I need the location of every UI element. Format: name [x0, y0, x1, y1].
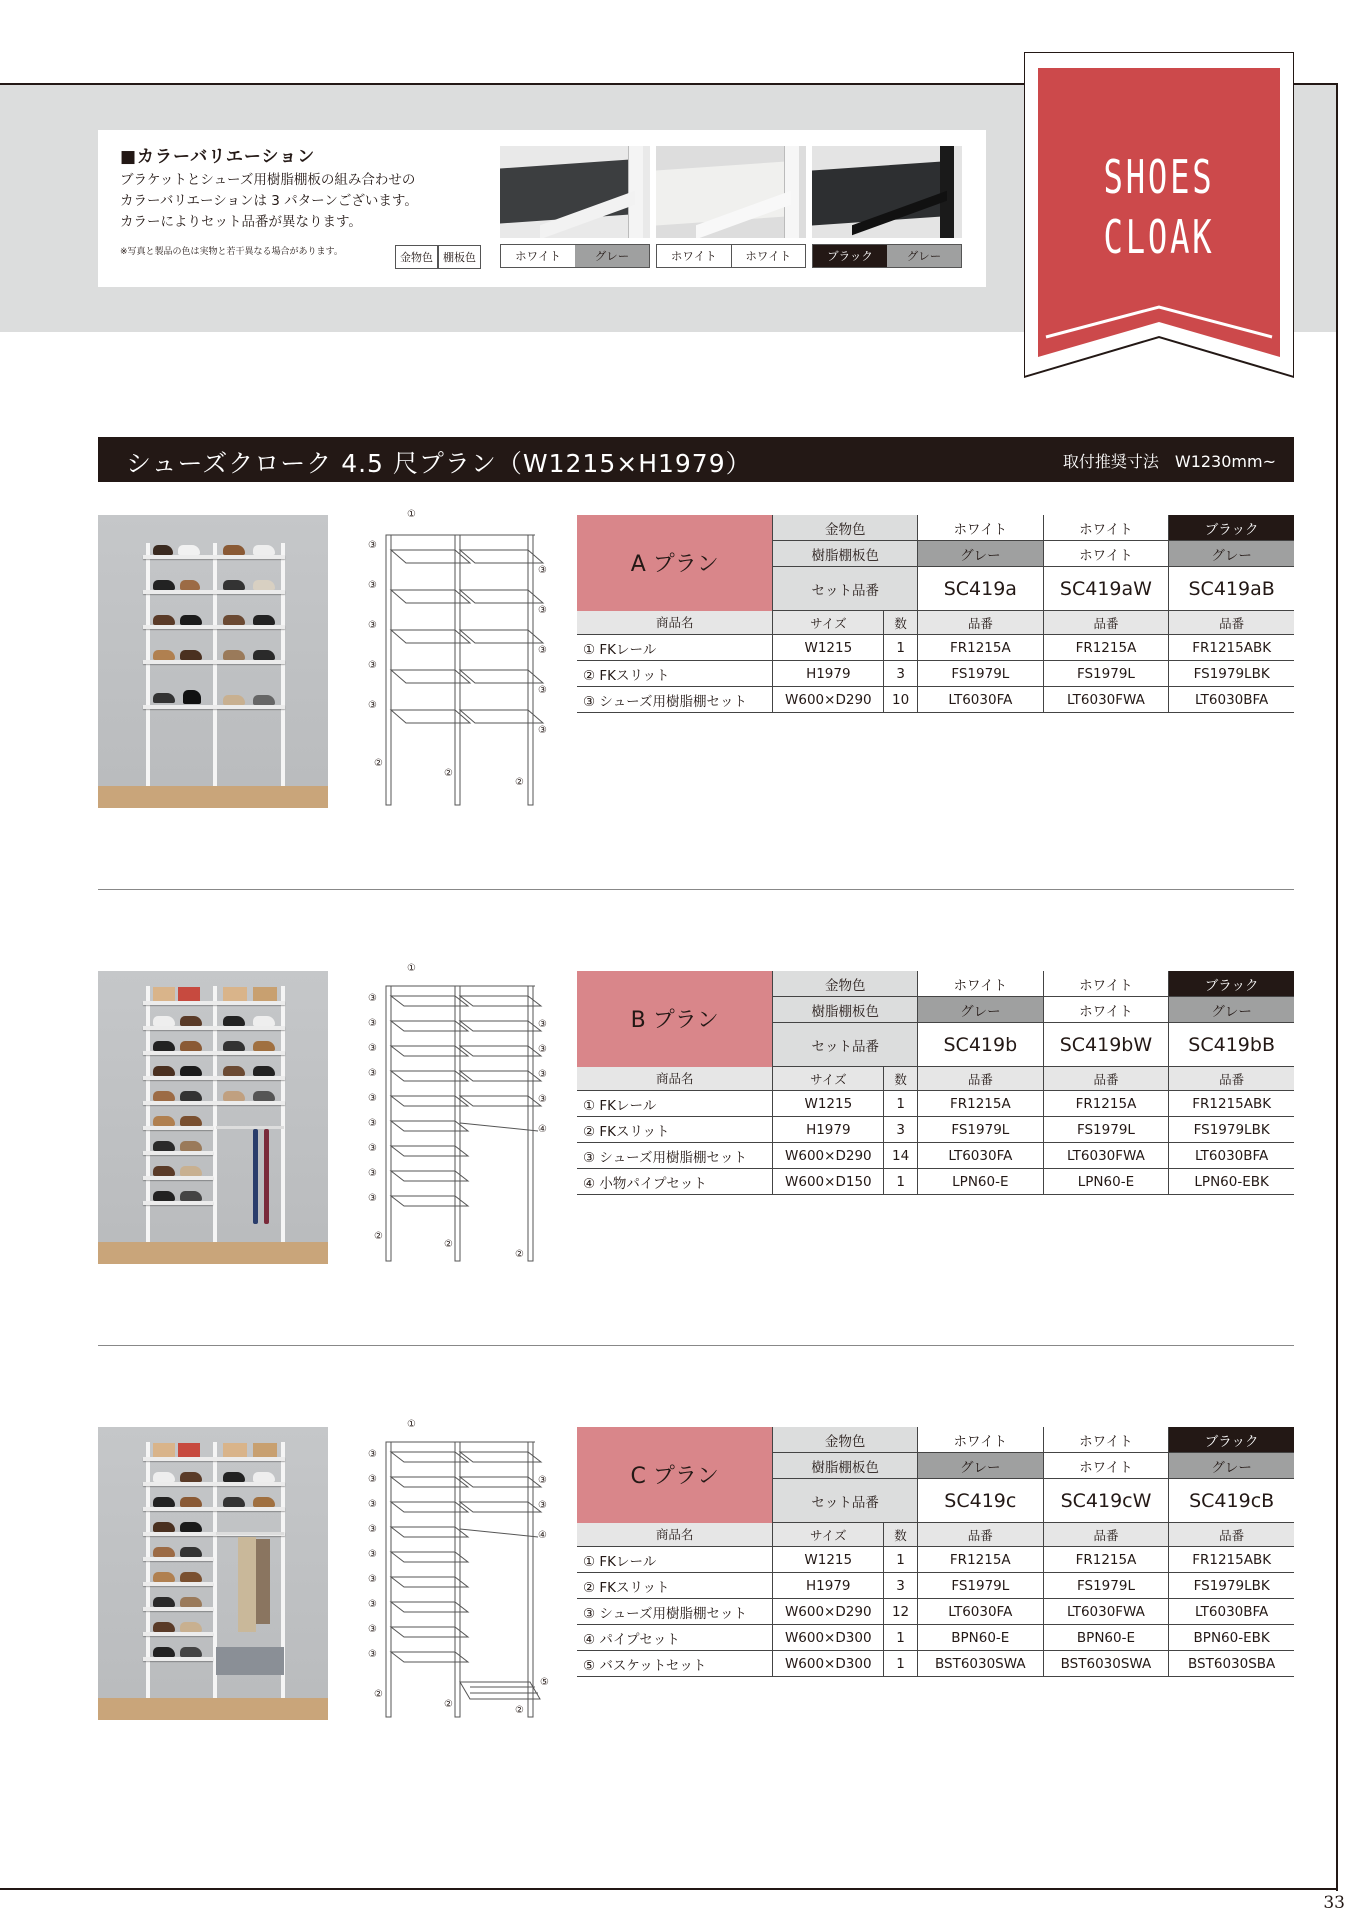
- cell: LT6030FA: [917, 1599, 1043, 1625]
- color-legend: [395, 245, 481, 269]
- diagram-mark: ②: [374, 1231, 383, 1242]
- diagram-mark: ③: [368, 1549, 377, 1560]
- shelf-color: グレー: [918, 997, 1044, 1023]
- cell: 1: [884, 635, 918, 661]
- cell: LT6030BFA: [1169, 687, 1294, 713]
- swatch-white-gray: [500, 146, 650, 268]
- cell: 1: [884, 1625, 918, 1651]
- col-part-no: 品番: [917, 1523, 1043, 1547]
- set-code: SC419bW: [1043, 1023, 1169, 1067]
- section-divider: [98, 889, 1294, 890]
- diagram-mark: ③: [368, 660, 377, 671]
- plan-c-name: C プラン: [577, 1427, 773, 1523]
- diagram-mark: ①: [407, 963, 416, 974]
- diagram-mark: ③: [538, 605, 547, 616]
- cell: W1215: [773, 635, 884, 661]
- color-variation-title: ■カラーバリエーション: [120, 147, 316, 167]
- diagram-mark: ②: [374, 1689, 383, 1700]
- col-size: サイズ: [773, 611, 884, 635]
- section-header: [98, 437, 1294, 482]
- plan-c-diagram: [360, 1419, 560, 1727]
- diagram-mark: ①: [407, 509, 416, 520]
- table-row: [577, 1143, 1294, 1169]
- cell: W600×D300: [773, 1651, 884, 1677]
- frame-line-right: [1336, 83, 1338, 1891]
- table-row: [577, 687, 1294, 713]
- swatch-shelf: グレー: [575, 245, 649, 267]
- color-note: ※写真と製品の色は実物と若干異なる場合があります。: [120, 247, 343, 257]
- col-part-no: 品番: [918, 611, 1044, 635]
- label-set-number: セット品番: [773, 567, 918, 611]
- swatch-black-gray: [812, 146, 962, 268]
- set-code: SC419cW: [1043, 1479, 1169, 1523]
- cell: FR1215A: [1043, 635, 1169, 661]
- label-shelf-color: 樹脂棚板色: [773, 541, 918, 567]
- cell: ④ パイプセット: [577, 1625, 773, 1651]
- cell: FR1215ABK: [1169, 1091, 1294, 1117]
- col-part-no: 品番: [1169, 1523, 1294, 1547]
- desc-line: ブラケットとシューズ用樹脂棚板の組み合わせの: [120, 172, 416, 188]
- col-qty: 数: [884, 611, 918, 635]
- cell: ② FKスリット: [577, 1573, 773, 1599]
- col-qty: 数: [884, 1067, 918, 1091]
- cell: ③ シューズ用樹脂棚セット: [577, 1143, 773, 1169]
- metal-color: ホワイト: [1043, 971, 1169, 997]
- cell: ④ 小物パイプセット: [577, 1169, 773, 1195]
- col-product-name: 商品名: [577, 1067, 773, 1091]
- diagram-mark: ③: [538, 1500, 547, 1511]
- cell: FR1215A: [917, 1547, 1043, 1573]
- cell: 1: [884, 1547, 918, 1573]
- cell: 1: [884, 1651, 918, 1677]
- set-code: SC419bB: [1169, 1023, 1294, 1067]
- cell: LT6030BFA: [1169, 1143, 1294, 1169]
- cell: 10: [884, 687, 918, 713]
- diagram-mark: ③: [368, 1018, 377, 1029]
- diagram-mark: ⑤: [540, 1677, 549, 1688]
- diagram-mark: ③: [368, 1118, 377, 1129]
- shelf-color: グレー: [1169, 997, 1294, 1023]
- diagram-mark: ③: [368, 1524, 377, 1535]
- table-row: [577, 1169, 1294, 1195]
- col-qty: 数: [884, 1523, 918, 1547]
- cell: FS1979L: [918, 661, 1044, 687]
- swatch-image: [656, 146, 806, 238]
- swatch-metal: ホワイト: [501, 245, 575, 267]
- shelf-color: ホワイト: [1043, 997, 1169, 1023]
- cell: 12: [884, 1599, 918, 1625]
- plan-c-photo: [98, 1427, 328, 1720]
- metal-color: ホワイト: [917, 1427, 1043, 1453]
- diagram-mark: ③: [538, 1094, 547, 1105]
- swatch-shelf: グレー: [887, 245, 961, 267]
- cell: W600×D300: [773, 1625, 884, 1651]
- swatch-white-white: [656, 146, 806, 268]
- label-metal-color: 金物色: [773, 1427, 918, 1453]
- cell: FR1215A: [918, 635, 1044, 661]
- diagram-mark: ③: [368, 700, 377, 711]
- swatch-image: [500, 146, 650, 238]
- cell: LT6030FA: [918, 687, 1044, 713]
- cell: FS1979L: [1043, 1117, 1169, 1143]
- plan-c-table: [577, 1427, 1294, 1677]
- col-product-name: 商品名: [577, 611, 773, 635]
- metal-color: ブラック: [1169, 1427, 1294, 1453]
- diagram-mark: ③: [368, 1193, 377, 1204]
- cell: ③ シューズ用樹脂棚セット: [577, 1599, 773, 1625]
- label-shelf-color: 樹脂棚板色: [773, 1453, 918, 1479]
- diagram-mark: ③: [368, 620, 377, 631]
- diagram-mark: ④: [538, 1530, 547, 1541]
- table-row: [577, 635, 1294, 661]
- table-row: [577, 1651, 1294, 1677]
- diagram-mark: ②: [515, 1705, 524, 1716]
- ribbon-line2: CLOAK: [1103, 210, 1215, 264]
- cell: BST6030SBA: [1169, 1651, 1294, 1677]
- diagram-mark: ③: [368, 1499, 377, 1510]
- set-code: SC419aW: [1043, 567, 1169, 611]
- swatch-tags: [812, 244, 962, 268]
- desc-line: カラーバリエーションは 3 パターンございます。: [120, 193, 418, 209]
- color-variation-panel: [98, 130, 986, 287]
- cell: FS1979L: [1043, 1573, 1169, 1599]
- plan-b-name: B プラン: [577, 971, 773, 1067]
- swatch-shelf: ホワイト: [731, 245, 806, 267]
- swatch-image: [812, 146, 962, 238]
- shelf-color: ホワイト: [1043, 1453, 1169, 1479]
- cell: FR1215A: [1043, 1091, 1169, 1117]
- cell: ① FKレール: [577, 1091, 773, 1117]
- label-shelf-color: 樹脂棚板色: [773, 997, 918, 1023]
- cell: FR1215A: [1043, 1547, 1169, 1573]
- col-part-no: 品番: [918, 1067, 1044, 1091]
- table-row: [577, 661, 1294, 687]
- cell: FS1979LBK: [1169, 1117, 1294, 1143]
- cell: 3: [884, 1117, 918, 1143]
- cell: W600×D290: [773, 687, 884, 713]
- shelf-color: グレー: [1169, 1453, 1294, 1479]
- cell: ① FKレール: [577, 635, 773, 661]
- ribbon-line1: SHOES: [1103, 150, 1215, 204]
- label-metal-color: 金物色: [773, 971, 918, 997]
- color-variation-description: [120, 170, 480, 233]
- diagram-mark: ②: [515, 1249, 524, 1260]
- cell: W600×D290: [773, 1599, 884, 1625]
- diagram-mark: ③: [538, 1019, 547, 1030]
- cell: FR1215A: [918, 1091, 1044, 1117]
- diagram-mark: ④: [538, 1124, 547, 1135]
- diagram-mark: ③: [368, 1649, 377, 1660]
- cell: 3: [884, 1573, 918, 1599]
- table-row: [577, 1599, 1294, 1625]
- col-size: サイズ: [773, 1523, 884, 1547]
- diagram-mark: ③: [368, 1574, 377, 1585]
- table-row: [577, 1625, 1294, 1651]
- shelf-color: グレー: [918, 541, 1044, 567]
- set-code: SC419b: [918, 1023, 1044, 1067]
- diagram-mark: ③: [538, 725, 547, 736]
- diagram-mark: ③: [538, 1044, 547, 1055]
- diagram-mark: ②: [444, 1239, 453, 1250]
- plan-a-name: A プラン: [577, 515, 773, 611]
- cell: LT6030FWA: [1043, 687, 1169, 713]
- col-product-name: 商品名: [577, 1523, 773, 1547]
- cell: 1: [884, 1091, 918, 1117]
- diagram-mark: ③: [368, 993, 377, 1004]
- desc-line: カラーによりセット品番が異なります。: [120, 214, 362, 230]
- cell: W1215: [773, 1547, 884, 1573]
- table-row: [577, 1091, 1294, 1117]
- cell: H1979: [773, 1573, 884, 1599]
- cell: 14: [884, 1143, 918, 1169]
- diagram-mark: ③: [538, 1069, 547, 1080]
- swatch-metal: ブラック: [813, 245, 887, 267]
- cell: FS1979LBK: [1169, 661, 1294, 687]
- col-part-no: 品番: [1043, 1523, 1169, 1547]
- diagram-mark: ③: [368, 1143, 377, 1154]
- diagram-mark: ③: [538, 685, 547, 696]
- diagram-mark: ③: [368, 1043, 377, 1054]
- cell: LT6030FWA: [1043, 1599, 1169, 1625]
- label-set-number: セット品番: [773, 1479, 918, 1523]
- col-part-no: 品番: [1043, 611, 1169, 635]
- cell: FS1979L: [1043, 661, 1169, 687]
- swatch-tags: [656, 244, 806, 268]
- cell: W1215: [773, 1091, 884, 1117]
- diagram-mark: ②: [515, 777, 524, 788]
- cell: H1979: [773, 661, 884, 687]
- label-set-number: セット品番: [773, 1023, 918, 1067]
- plan-b-photo: [98, 971, 328, 1264]
- diagram-mark: ③: [368, 1068, 377, 1079]
- set-code: SC419cB: [1169, 1479, 1294, 1523]
- diagram-mark: ③: [368, 1624, 377, 1635]
- plan-a-table: [577, 515, 1294, 713]
- diagram-mark: ③: [368, 580, 377, 591]
- diagram-mark: ①: [407, 1419, 416, 1430]
- cell: BPN60-E: [917, 1625, 1043, 1651]
- diagram-mark: ②: [444, 1699, 453, 1710]
- diagram-mark: ②: [444, 768, 453, 779]
- metal-color: ホワイト: [918, 971, 1044, 997]
- cell: FS1979L: [917, 1573, 1043, 1599]
- col-size: サイズ: [773, 1067, 884, 1091]
- cell: W600×D150: [773, 1169, 884, 1195]
- diagram-mark: ③: [538, 1475, 547, 1486]
- col-part-no: 品番: [1043, 1067, 1169, 1091]
- cell: ② FKスリット: [577, 1117, 773, 1143]
- diagram-mark: ③: [368, 1599, 377, 1610]
- shelf-color: グレー: [1169, 541, 1294, 567]
- metal-color: ブラック: [1169, 515, 1294, 541]
- swatch-metal: ホワイト: [657, 245, 731, 267]
- diagram-mark: ③: [538, 645, 547, 656]
- cell: LT6030BFA: [1169, 1599, 1294, 1625]
- table-row: [577, 1117, 1294, 1143]
- cell: ① FKレール: [577, 1547, 773, 1573]
- diagram-mark: ③: [538, 565, 547, 576]
- cell: 1: [884, 1169, 918, 1195]
- metal-color: ホワイト: [1043, 515, 1169, 541]
- cell: FR1215ABK: [1169, 1547, 1294, 1573]
- cell: BST6030SWA: [917, 1651, 1043, 1677]
- cell: 3: [884, 661, 918, 687]
- cell: BPN60-E: [1043, 1625, 1169, 1651]
- diagram-mark: ③: [368, 1449, 377, 1460]
- col-part-no: 品番: [1169, 1067, 1294, 1091]
- shelf-color: グレー: [917, 1453, 1043, 1479]
- cell: W600×D290: [773, 1143, 884, 1169]
- plan-b-table: [577, 971, 1294, 1195]
- legend-metal: 金物色: [395, 245, 438, 269]
- diagram-mark: ③: [368, 1474, 377, 1485]
- cell: H1979: [773, 1117, 884, 1143]
- metal-color: ホワイト: [918, 515, 1044, 541]
- diagram-mark: ②: [374, 758, 383, 769]
- cell: ③ シューズ用樹脂棚セット: [577, 687, 773, 713]
- diagram-mark: ③: [368, 540, 377, 551]
- plan-a-photo: [98, 515, 328, 808]
- section-title: シューズクローク 4.5 尺プラン（W1215×H1979）: [126, 449, 752, 478]
- diagram-mark: ③: [368, 1093, 377, 1104]
- cell: BPN60-EBK: [1169, 1625, 1294, 1651]
- cell: BST6030SWA: [1043, 1651, 1169, 1677]
- set-code: SC419aB: [1169, 567, 1294, 611]
- metal-color: ブラック: [1169, 971, 1294, 997]
- cell: LT6030FWA: [1043, 1143, 1169, 1169]
- metal-color: ホワイト: [1043, 1427, 1169, 1453]
- section-divider: [98, 1345, 1294, 1346]
- swatch-tags: [500, 244, 650, 268]
- cell: LPN60-E: [1043, 1169, 1169, 1195]
- frame-line-bottom: [0, 1888, 1338, 1890]
- table-row: [577, 1573, 1294, 1599]
- cell: LPN60-E: [918, 1169, 1044, 1195]
- table-row: [577, 1547, 1294, 1573]
- cell: FS1979L: [918, 1117, 1044, 1143]
- shelf-color: ホワイト: [1043, 541, 1169, 567]
- label-metal-color: 金物色: [773, 515, 918, 541]
- cell: FS1979LBK: [1169, 1573, 1294, 1599]
- plan-b-diagram: [360, 963, 560, 1271]
- diagram-mark: ③: [368, 1168, 377, 1179]
- set-code: SC419c: [917, 1479, 1043, 1523]
- col-part-no: 品番: [1169, 611, 1294, 635]
- plan-a-diagram: [360, 509, 560, 815]
- page-number: 33: [1323, 1893, 1345, 1913]
- cell: LPN60-EBK: [1169, 1169, 1294, 1195]
- cell: FR1215ABK: [1169, 635, 1294, 661]
- cell: ⑤ バスケットセット: [577, 1651, 773, 1677]
- set-code: SC419a: [918, 567, 1044, 611]
- recommended-dimension: 取付推奨寸法 W1230mm~: [1062, 452, 1276, 471]
- shoes-cloak-ribbon: [1024, 52, 1294, 382]
- cell: LT6030FA: [918, 1143, 1044, 1169]
- legend-shelf: 棚板色: [438, 245, 481, 269]
- cell: ② FKスリット: [577, 661, 773, 687]
